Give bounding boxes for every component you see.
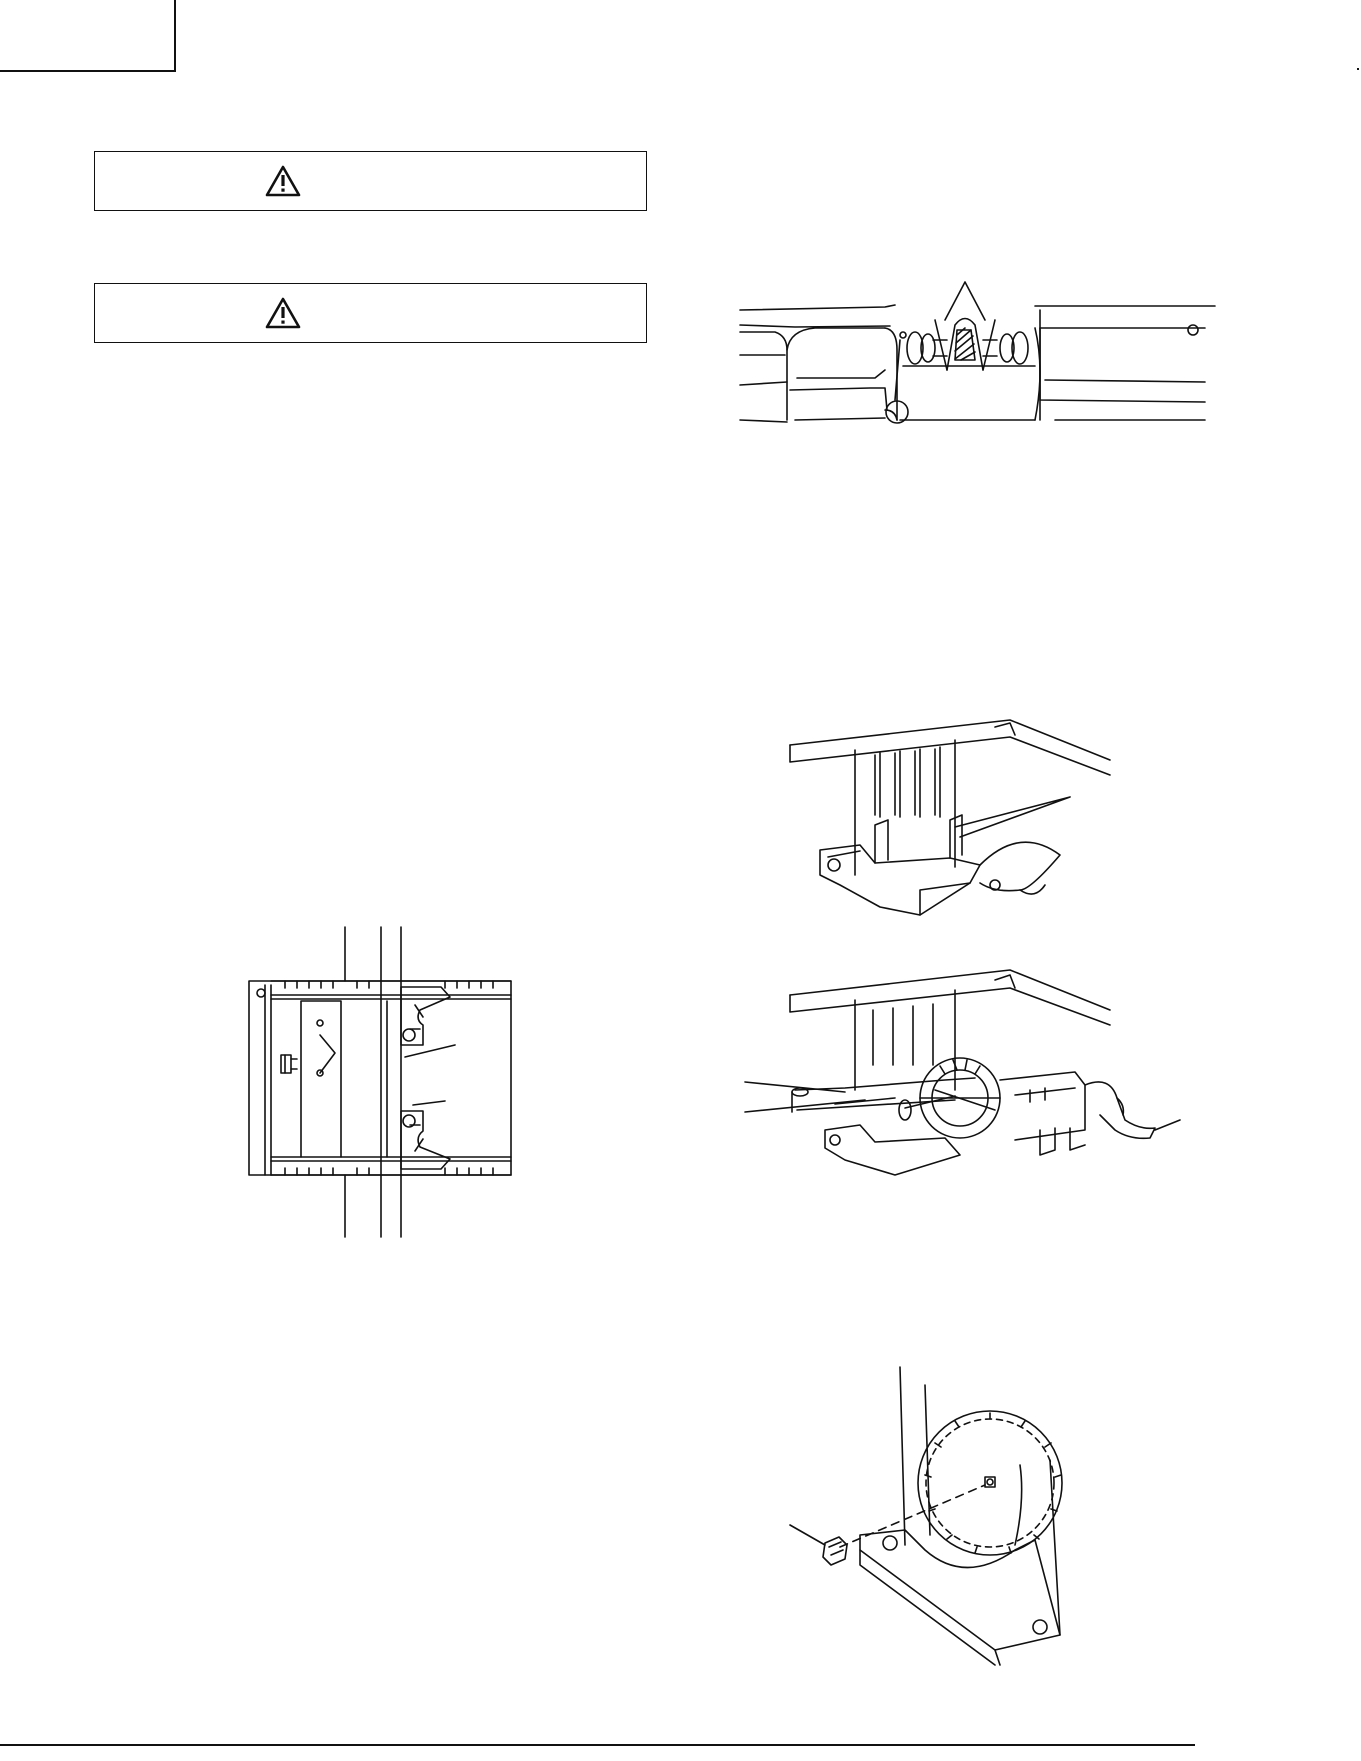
- leveling-screws-figure: [735, 270, 1230, 455]
- page-number-tab: [0, 0, 176, 72]
- fence-alignment-figure: [245, 925, 515, 1245]
- warning-box-1: [94, 151, 647, 211]
- blade-arbor-figure: [785, 1365, 1095, 1660]
- footer-rule: [0, 1744, 1195, 1746]
- warning-triangle-icon: [265, 165, 301, 197]
- warning-triangle-icon: [265, 297, 301, 329]
- miter-gauge-figure: [745, 980, 1175, 1205]
- corner-mark: [1357, 68, 1359, 70]
- motor-base-figure: [780, 715, 1115, 920]
- warning-box-2: [94, 283, 647, 343]
